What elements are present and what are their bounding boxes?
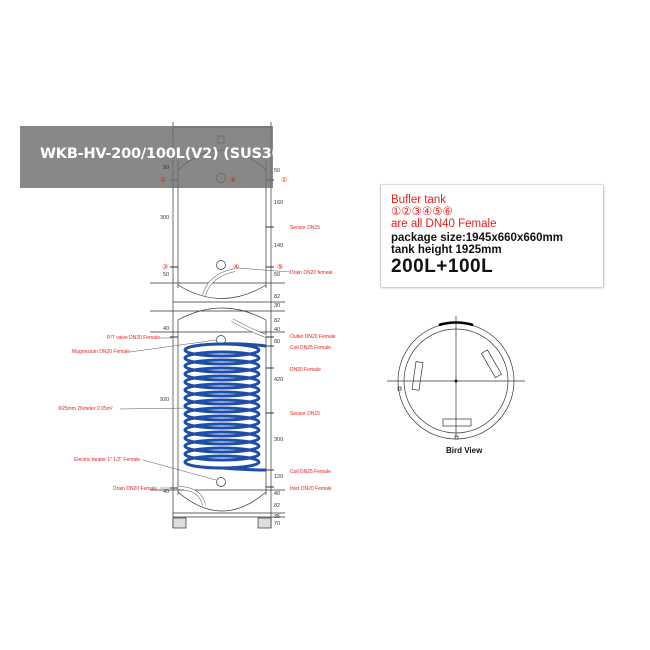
dim-right-80: 80 (274, 339, 281, 345)
label-pt-valve: P/T valve DN20 Female (107, 335, 160, 341)
info-tank-height: tank height 1925mm (391, 244, 502, 256)
info-capacity: 200L+100L (391, 256, 494, 277)
bird-view-label: Bird View (446, 446, 483, 455)
dim-right-82c: 82 (274, 503, 281, 509)
label-coil-spec: Φ25mm 26meter 2.05m² (58, 406, 113, 412)
dim-left-50b: 50 (163, 272, 170, 278)
dim-right-300: 300 (274, 437, 284, 443)
dim-right-82a: 82 (274, 294, 281, 300)
bird-view-diagram (387, 316, 525, 439)
label-coil-bottom: Coil DN25 Female (290, 469, 331, 475)
dim-right-50b: 50 (274, 272, 281, 278)
heat-exchanger-coil (185, 344, 266, 470)
dim-left-40: 40 (163, 326, 170, 332)
port-marker-1: ① (281, 177, 288, 184)
label-inlet: Inlet DN20 Female (290, 486, 332, 492)
label-magnesium: Magnesium DN20 Female (72, 349, 131, 355)
dim-right-420: 420 (274, 377, 284, 383)
info-package-size: package size:1945x660x660mm (391, 232, 563, 244)
info-port-numbers: ①②③④⑤⑥ (391, 206, 453, 218)
dim-left-50a: 50 (163, 165, 170, 171)
dim-left-920: 920 (160, 397, 170, 403)
dim-right-160: 160 (274, 200, 284, 206)
dim-left-300: 300 (160, 215, 170, 221)
label-sensor-bottom: Sensor DN15 (290, 411, 321, 417)
label-outlet: Outlet DN20 Female (290, 334, 336, 340)
dim-right-140: 140 (274, 243, 284, 249)
port-marker-5: ⑤ (277, 264, 284, 271)
label-drain-bottom: Drain DN20 Female (113, 486, 158, 492)
dim-right-40b: 40 (274, 491, 281, 497)
dim-right-40: 40 (274, 327, 281, 333)
label-sensor-top: Sensor DN15 (290, 225, 321, 231)
port-marker-2: ② (160, 177, 167, 184)
info-buffer-tank: Bufler tank (391, 194, 446, 206)
port-marker-4: ④ (233, 264, 240, 271)
dim-right-82b: 82 (274, 318, 281, 324)
info-dn40: are all DN40 Female (391, 218, 497, 230)
dim-right-30: 30 (274, 303, 281, 309)
label-dn20: DN20 Female (290, 367, 321, 373)
port-marker-3: ③ (162, 264, 169, 271)
dim-left-40b: 40 (163, 489, 170, 495)
model-title: WKB-HV-200/100L(V2) (SUS304-2B) (40, 146, 325, 162)
dim-right-50a: 50 (274, 168, 281, 174)
dim-right-35: 35 (274, 514, 281, 520)
label-drain-top: Drain DN20 female (290, 270, 333, 276)
label-electric-heater: Electric heater 1" 1/2" Female (74, 457, 141, 463)
dim-right-120: 120 (274, 474, 284, 480)
dim-right-70: 70 (274, 521, 281, 527)
port-marker-6: ⑥ (230, 177, 237, 184)
label-coil-top: Coil DN25 Female (290, 345, 331, 351)
